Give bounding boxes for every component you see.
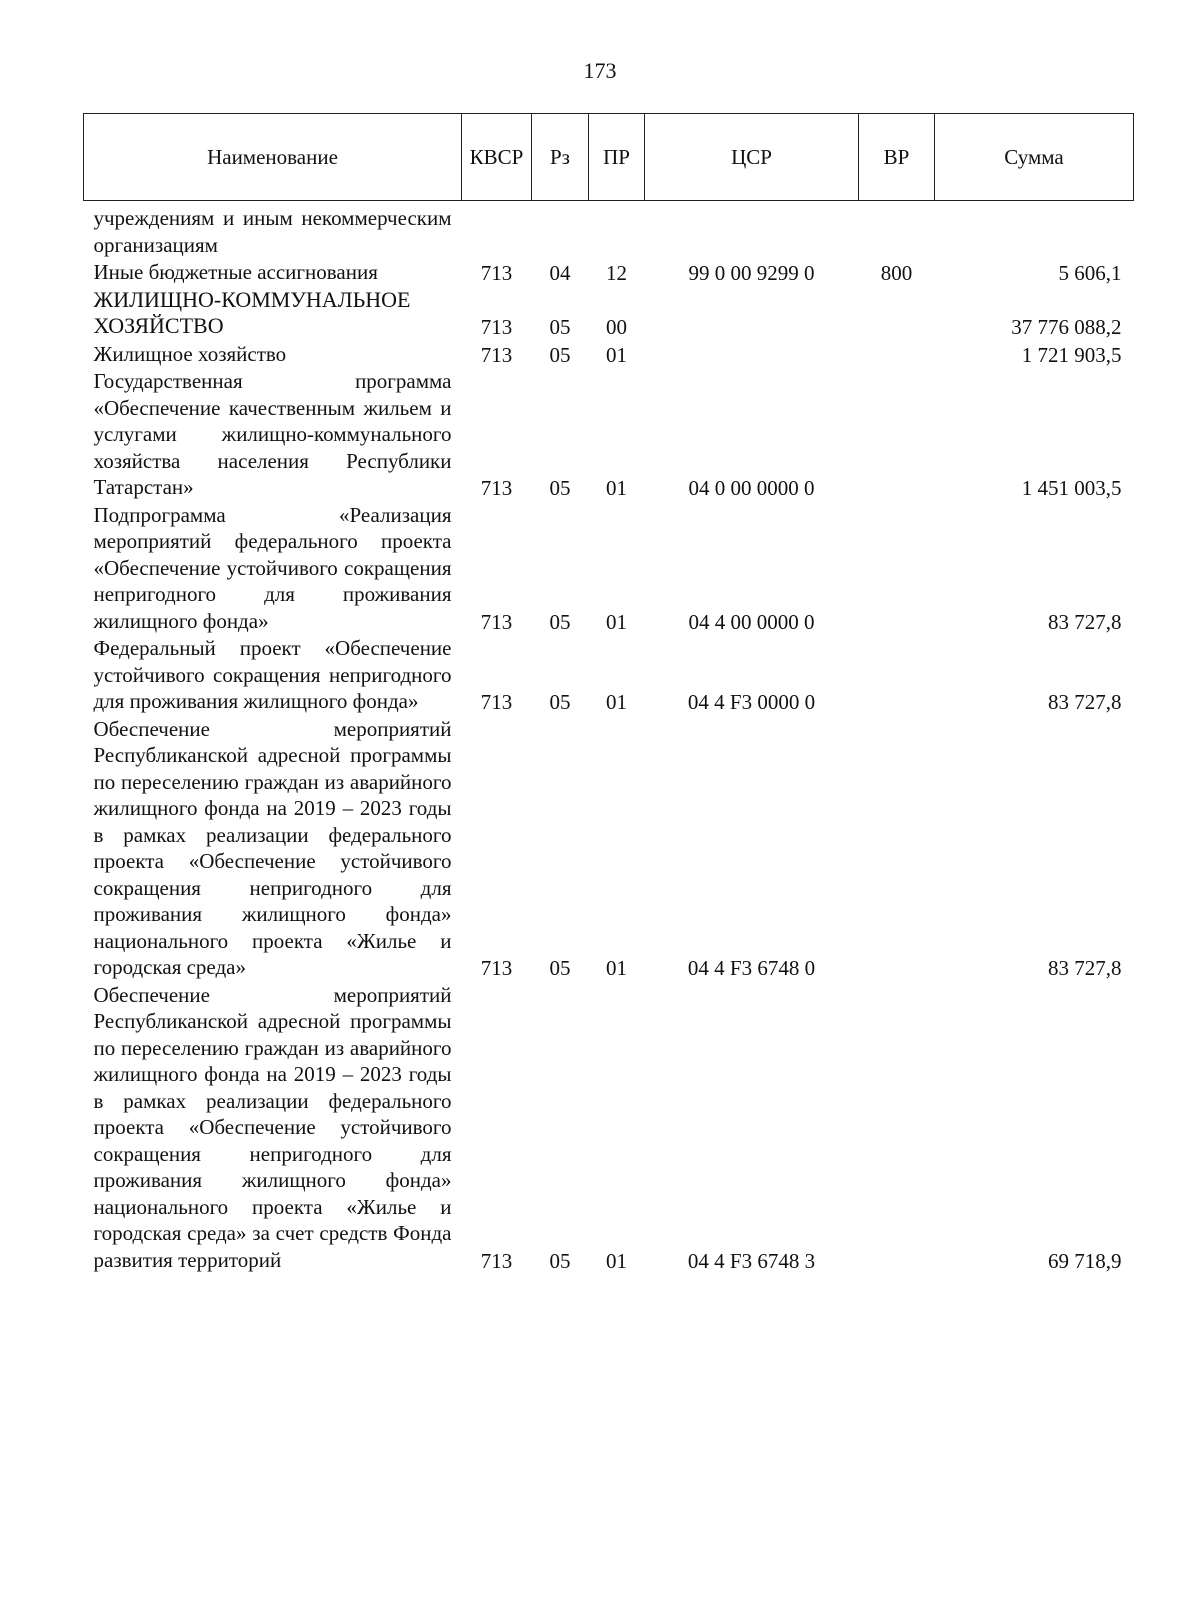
header-name: Наименование [84,114,462,201]
row-name: Подпрограмма «Реализация мероприятий федерального проекта «Обеспечение устойчивого сокращения непригодного для проживания жилищного фонда» [93,502,452,633]
row-kvsr: 713 [480,261,513,285]
row-sum: 69 718,9 [1048,1248,1122,1273]
page-number: 173 [583,58,617,83]
row-csr [645,201,859,260]
row-kvsr [462,201,532,260]
row-csr: 04 4 F3 6748 3 [687,1248,816,1273]
row-rz: 04 [549,261,571,285]
row-csr: 04 4 F3 0000 0 [687,690,816,714]
row-rz: 05 [549,956,571,980]
row-name: ЖИЛИЩНО-КОММУНАЛЬНОЕ ХОЗЯЙСТВО [93,286,411,338]
header-row [84,114,1134,201]
row-kvsr: 713 [480,690,513,714]
row-vr [859,502,935,636]
row-vr: 800 [880,261,913,285]
row-pr: 01 [606,1248,627,1273]
row-rz: 05 [549,342,571,367]
header-vr: ВР [859,114,935,201]
header-sum: Сумма [935,114,1134,201]
row-csr [645,341,859,369]
row-pr: 01 [606,690,627,714]
row-csr: 04 4 F3 6748 0 [687,956,816,980]
header-rz: Рз [532,114,589,201]
table-row [84,259,1134,287]
row-kvsr: 713 [480,315,513,339]
row-vr [859,287,935,341]
row-sum: 5 606,1 [1058,261,1122,285]
table-header [84,114,1134,201]
row-csr: 04 0 00 0000 0 [688,476,815,500]
row-vr [859,368,935,502]
header-csr: ЦСР [645,114,859,201]
row-csr: 04 4 00 0000 0 [688,609,815,634]
row-pr: 12 [606,261,627,285]
row-sum: 37 776 088,2 [1011,315,1122,339]
table-row [84,502,1134,636]
row-pr: 01 [606,342,627,367]
row-rz: 05 [549,476,571,500]
row-name: учреждениям и иным некоммерческим организациям [93,206,452,257]
row-pr: 01 [606,956,627,980]
table-row [84,341,1134,369]
table-row [84,368,1134,502]
row-pr: 01 [606,609,627,634]
row-kvsr: 713 [480,476,513,500]
row-rz: 05 [549,315,571,339]
row-vr [859,341,935,369]
row-csr: 99 0 00 9299 0 [688,261,815,285]
table-row [84,635,1134,716]
header-pr: ПР [589,114,645,201]
row-pr: 01 [606,476,627,500]
table-row [84,201,1134,260]
row-kvsr: 713 [480,342,513,367]
row-sum: 1 451 003,5 [1021,476,1122,500]
row-name: Обеспечение мероприятий Республиканской адресной программы по переселению граждан из аварийного жилищного фонда на 2019 – 2023 годы в рамках реализации федерального проекта «Обеспечение устойчивого сокращения непригодного для проживания жилищного фонда» национального проекта «Жилье и городская среда» за счет средств Фонда развития территорий [93,982,452,1272]
row-name: Иные бюджетные ассигнования [93,260,378,284]
row-name: Жилищное хозяйство [93,341,287,366]
row-rz: 05 [549,690,571,714]
row-vr [859,201,935,260]
row-sum [935,201,1134,260]
row-pr: 00 [606,315,627,339]
row-rz: 05 [549,609,571,634]
row-rz: 05 [549,1248,571,1273]
table-body [84,201,1134,1275]
header-kvsr: КВСР [462,114,532,201]
row-sum: 83 727,8 [1048,609,1122,634]
row-vr [859,982,935,1275]
row-name: Обеспечение мероприятий Республиканской адресной программы по переселению граждан из аварийного жилищного фонда на 2019 – 2023 годы в рамках реализации федерального проекта «Обеспечение устойчивого сокращения непригодного для проживания жилищного фонда» национального проекта «Жилье и городская среда» [93,716,452,979]
table-row [84,982,1134,1275]
row-vr [859,635,935,716]
row-name: Федеральный проект «Обеспечение устойчивого сокращения непригодного для проживания жилищного фонда» [93,636,452,713]
row-sum: 1 721 903,5 [1021,342,1122,367]
row-vr [859,716,935,982]
row-rz [532,201,589,260]
table-row [84,287,1134,341]
row-kvsr: 713 [480,1248,513,1273]
row-kvsr: 713 [480,956,513,980]
row-kvsr: 713 [480,609,513,634]
row-csr [645,287,859,341]
budget-table [83,113,1134,1274]
row-sum: 83 727,8 [1048,956,1122,980]
row-name: Государственная программа «Обеспечение качественным жильем и услугами жилищно-коммунального хозяйства населения Республики Татарстан» [93,369,452,499]
row-sum: 83 727,8 [1048,690,1122,714]
table-row [84,716,1134,982]
row-pr [589,201,645,260]
